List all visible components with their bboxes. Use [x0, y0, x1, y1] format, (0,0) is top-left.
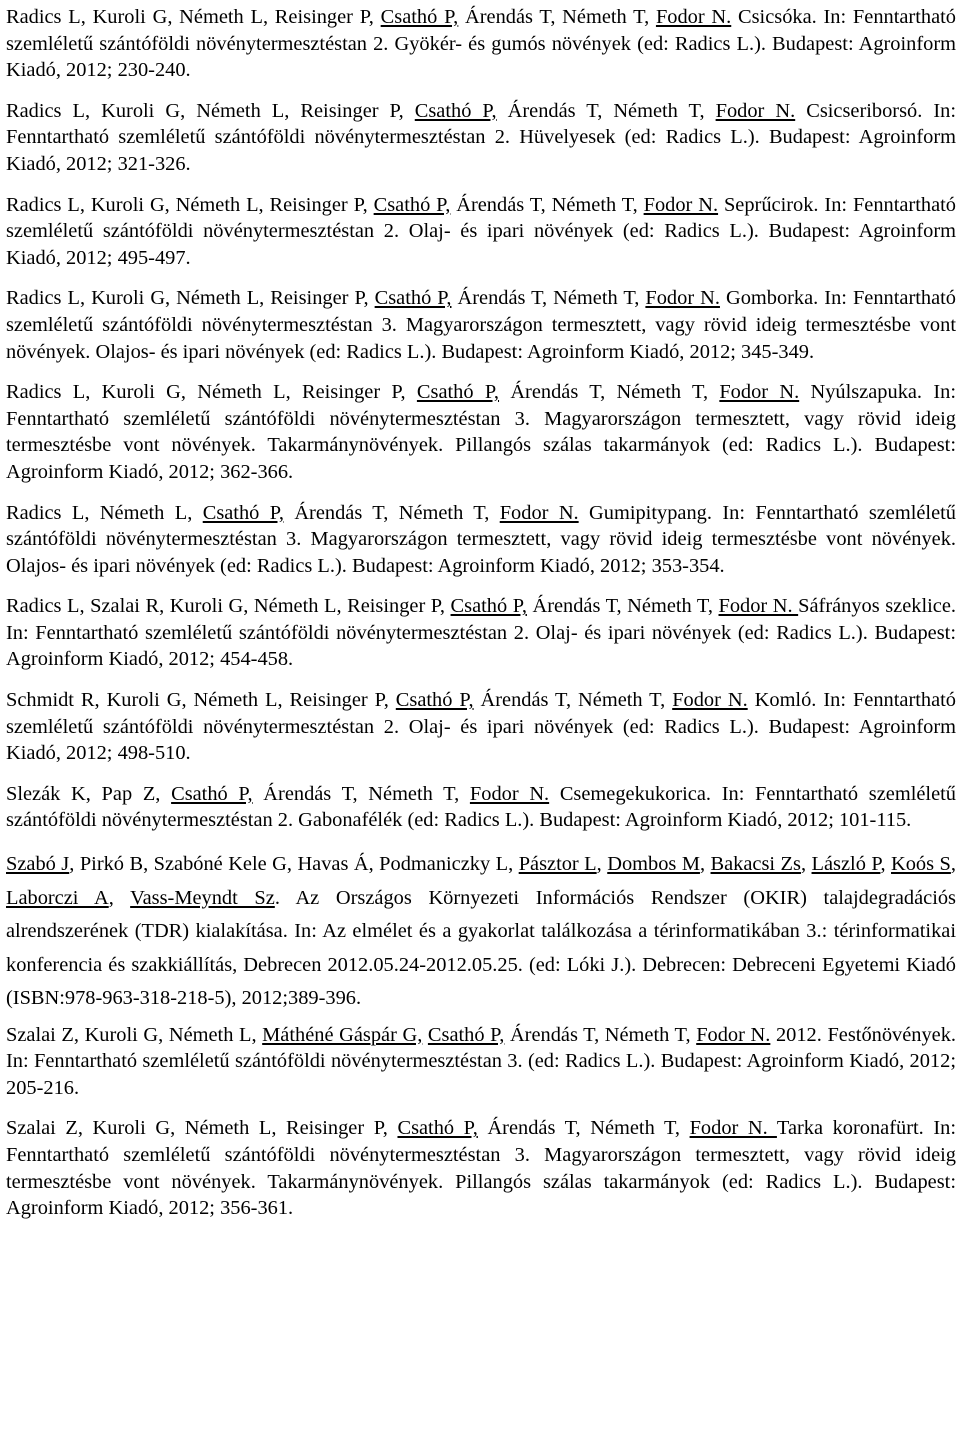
reference-text: , — [880, 853, 892, 876]
underlined-author: Csathó P, — [380, 6, 459, 28]
underlined-author: Fodor N. — [499, 501, 579, 524]
reference-text: , — [800, 853, 812, 876]
reference-entry — [6, 500, 956, 580]
reference-text: Schmidt R, Kuroli G, Németh L, Reisinger P, — [6, 689, 396, 712]
underlined-author: Fodor N. — [718, 595, 799, 618]
reference-text: Szalai Z, Kuroli G, Németh L, Reisinger P, — [6, 1117, 398, 1140]
reference-text: . Az Országos Környezeti Információs Rendszer (OKIR) talajdegradációs alrendszerének (TDR) kialakítása. In: Az elmélet és a gyakorlat találkozása a térinformatikában 3.: térinformatikai konferencia és szakkiállítás, Debrecen 2012.05.24-2012.05.25. (ed: Lóki J.). Debrecen: Debreceni Egyetemi Kiadó (ISBN:978-963-318-218-5), 2012;389-396. — [6, 886, 956, 1010]
underlined-author: László P — [811, 853, 881, 876]
underlined-author: Dombos M — [607, 853, 700, 876]
reference-entry — [6, 1115, 956, 1221]
reference-text: Árendás T, Németh T, — [526, 595, 719, 618]
reference-text: Seprűcirok. In: Fenntartható szemléletű szántóföldi növénytermesztéstan 2. Olaj- és ipari növények (ed: Radics L.). Budapest: Agroinform Kiadó, 2012; 495-497. — [6, 193, 956, 269]
reference-text: Árendás T, Németh T, — [477, 1117, 690, 1140]
underlined-author: Koós S — [891, 853, 951, 876]
reference-text: Sáfrányos szeklice. In: Fenntartható szemléletű szántóföldi növénytermesztéstan 2. Olaj- és ipari növények (ed: Radics L.). Budapest: Agroinform Kiadó, 2012; 454-458. — [6, 595, 956, 671]
reference-list — [6, 4, 956, 1236]
reference-text: Csicseriborsó. In: Fenntartható szemléletű szántóföldi növénytermesztéstan 2. Hüvelyesek (ed: Radics L.). Budapest: Agroinform Kiadó, 2012; 321-326. — [6, 99, 956, 175]
reference-text: Radics L, Kuroli G, Németh L, Reisinger P, — [6, 193, 374, 216]
reference-text: , — [950, 853, 956, 876]
underlined-author: Csathó P, — [373, 193, 451, 216]
reference-text: Árendás T, Németh T, — [473, 689, 673, 712]
reference-text: , — [596, 853, 608, 876]
reference-text: , Pirkó B, Szabóné Kele G, Havas Á, Podmaniczky L, — [69, 853, 519, 876]
reference-text: Radics L, Kuroli G, Németh L, Reisinger P, — [6, 287, 375, 310]
underlined-author: Laborczi A — [6, 886, 109, 909]
reference-entry — [6, 285, 956, 365]
reference-entry — [6, 379, 956, 485]
reference-entry — [6, 192, 956, 272]
reference-text: Árendás T, Németh T, — [252, 782, 470, 805]
underlined-author: Fodor N. — [469, 782, 550, 805]
underlined-author: Bakacsi Zs — [710, 853, 801, 876]
underlined-author: Pásztor L — [518, 853, 597, 876]
reference-text: Csemegekukorica. In: Fenntartható szemléletű szántóföldi növénytermesztéstan 2. Gabonafélék (ed: Radics L.). Budapest: Agroinform Kiadó, 2012; 101-115. — [6, 782, 956, 832]
reference-text: Nyúlszapuka. In: Fenntartható szemléletű szántóföldi növénytermesztéstan 3. Magyarországon termesztett, vagy rövid ideig termesztésbe vont növények. Takarmánynövények. Pillangós szálas takarmányok (ed: Radics L.). Budapest: Agroinform Kiadó, 2012; 362-366. — [6, 381, 956, 483]
underlined-author: Csathó P, — [374, 287, 452, 310]
underlined-author: Fodor N. — [696, 1023, 771, 1046]
reference-text: Radics L, Kuroli G, Németh L, Reisinger P, — [6, 6, 381, 28]
underlined-author: Fodor N. — [645, 287, 720, 310]
reference-text: Csicsóka. In: Fenntartható szemléletű szántóföldi növénytermesztéstan 2. Gyökér- és gumós növények (ed: Radics L.). Budapest: Agroinform Kiadó, 2012; 230-240. — [6, 6, 956, 82]
reference-text: Árendás T, Németh T, — [504, 1023, 697, 1046]
underlined-author: Csathó P, — [171, 782, 253, 805]
reference-text: Árendás T, Németh T, — [283, 501, 500, 524]
underlined-author: Csathó P, — [395, 689, 474, 712]
underlined-author: Fodor N. — [689, 1117, 777, 1140]
reference-text: Tarka koronafürt. In: Fenntartható szemléletű szántóföldi növénytermesztéstan 3. Magyarországon termesztett, vagy rövid ideig termesztésbe vont növények. Takarmánynövények. Pillangós szálas takarmányok (ed: Radics L.). Budapest: Agroinform Kiadó, 2012; 356-361. — [6, 1117, 957, 1220]
reference-entry — [6, 781, 956, 834]
reference-text: Árendás T, Németh T, — [458, 6, 656, 28]
reference-text: Slezák K, Pap Z, — [6, 782, 172, 805]
reference-entry — [6, 98, 956, 178]
underlined-author: Fodor N. — [672, 689, 748, 712]
reference-text: Gomborka. In: Fenntartható szemléletű szántóföldi növénytermesztéstan 3. Magyarországon termesztett, vagy rövid ideig termesztésbe vont növények. Olajos- és ipari növények (ed: Radics L.). Budapest: Agroinform Kiadó, 2012; 345-349. — [6, 287, 957, 363]
reference-text: , — [699, 853, 711, 876]
reference-text: Komló. In: Fenntartható szemléletű szántóföldi növénytermesztéstan 2. Olaj- és ipari növények (ed: Radics L.). Budapest: Agroinform Kiadó, 2012; 498-510. — [6, 689, 956, 765]
underlined-author: Fodor N. — [655, 6, 732, 28]
underlined-author: Máthéné Gáspár G, — [262, 1023, 423, 1046]
reference-text: Árendás T, Németh T, — [496, 99, 716, 122]
reference-text: Árendás T, Németh T, — [499, 381, 720, 404]
reference-text: Radics L, Németh L, — [6, 501, 203, 524]
underlined-author: Fodor N. — [643, 193, 719, 216]
underlined-author: Csathó P, — [414, 99, 497, 122]
reference-text: Radics L, Szalai R, Kuroli G, Németh L, Reisinger P, — [6, 595, 451, 618]
underlined-author: Csathó P, — [427, 1023, 505, 1046]
reference-entry — [6, 593, 956, 673]
reference-entry — [6, 4, 956, 84]
reference-text: Radics L, Kuroli G, Németh L, Reisinger P, — [6, 99, 415, 122]
reference-text: Árendás T, Németh T, — [451, 287, 646, 310]
underlined-author: Fodor N. — [715, 99, 796, 122]
reference-text: 2012. Festőnövények. In: Fenntartható szemléletű szántóföldi növénytermesztéstan 3. (ed: Radics L.). Budapest: Agroinform Kiadó, 2012; 205-216. — [6, 1023, 957, 1099]
reference-entry — [6, 687, 956, 767]
underlined-author: Csathó P, — [397, 1117, 478, 1140]
reference-text: Szalai Z, Kuroli G, Németh L, — [6, 1023, 263, 1046]
reference-entry — [6, 1022, 956, 1102]
underlined-author: Szabó J — [6, 853, 70, 876]
reference-text: , — [108, 886, 131, 909]
reference-text: Gumipitypang. In: Fenntartható szemléletű szántóföldi növénytermesztéstan 3. Magyarországon termesztett, vagy rövid ideig termesztésbe vont növények. Olajos- és ipari növények (ed: Radics L.). Budapest: Agroinform Kiadó, 2012; 353-354. — [6, 501, 957, 577]
underlined-author: Csathó P, — [416, 381, 500, 404]
underlined-author: Csathó P, — [450, 595, 527, 618]
underlined-author: Vass-Meyndt Sz — [130, 886, 275, 909]
underlined-author: Fodor N. — [719, 381, 800, 404]
reference-text: Radics L, Kuroli G, Németh L, Reisinger P, — [6, 381, 417, 404]
underlined-author: Csathó P, — [202, 501, 284, 524]
reference-text: Árendás T, Németh T, — [450, 193, 644, 216]
reference-entry — [6, 848, 956, 1016]
